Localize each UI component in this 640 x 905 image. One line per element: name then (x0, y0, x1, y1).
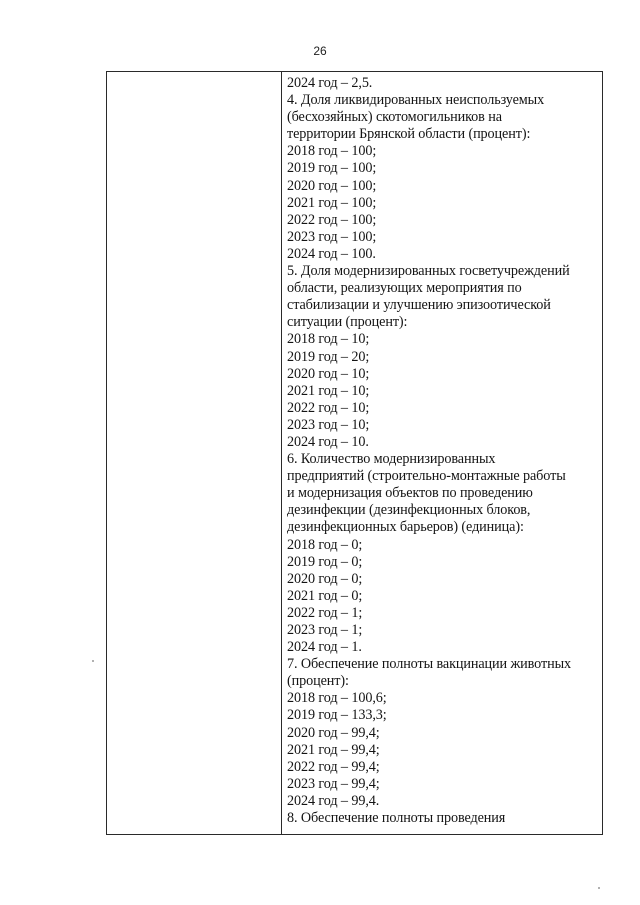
table-text-line: 2020 год – 99,4; (287, 724, 380, 741)
table-text-line: и модернизация объектов по проведению (287, 485, 533, 502)
table-text-line: стабилизации и улучшению эпизоотической (287, 297, 551, 314)
table-text-line: 8. Обеспечение полноты проведения (287, 810, 506, 827)
table-text-line: 2024 год – 100. (287, 245, 376, 262)
table-text-line: 2019 год – 133,3; (287, 707, 387, 724)
table-text-line: 2019 год – 20; (287, 348, 370, 365)
table-text-line: 2020 год – 10; (287, 365, 370, 382)
table-text-line: 2021 год – 100; (287, 194, 377, 211)
table-text-line: 2021 год – 10; (287, 382, 370, 399)
table-text-line: дезинфекционных барьеров) (единица): (287, 519, 524, 536)
table-text-line: 2022 год – 1; (287, 604, 363, 621)
table-text-line: 2023 год – 100; (287, 228, 377, 245)
table-text-line: 2023 год – 1; (287, 622, 363, 638)
table-text-line: 5. Доля модернизированных госветучреждений (287, 263, 570, 280)
table-text-line: ситуации (процент): (287, 314, 408, 331)
table-text-line: (процент): (287, 673, 349, 690)
table-text-line: 2022 год – 10; (287, 399, 370, 416)
table-text-line: 2021 год – 99,4; (287, 741, 380, 758)
table-text-line: 2018 год – 100; (287, 143, 377, 160)
table-text-line: 2023 год – 99,4; (287, 775, 380, 792)
table-text-line: территории Брянской области (процент): (287, 126, 531, 143)
table-right-cell (287, 75, 600, 834)
indicator-table (106, 71, 603, 835)
scan-speck (598, 887, 600, 889)
table-text-line: 2018 год – 10; (287, 331, 370, 348)
table-text-line: 2024 год – 2,5. (287, 75, 373, 91)
table-text-line: области, реализующих мероприятия по (287, 280, 522, 297)
column-divider (281, 72, 282, 834)
table-text-line: предприятий (строительно-монтажные работы (287, 468, 566, 485)
table-text-line: 2023 год – 10; (287, 416, 370, 433)
table-text-line: 2021 год – 0; (287, 587, 363, 604)
table-text-line: 2022 год – 99,4; (287, 758, 380, 775)
page-number: 26 (313, 44, 327, 58)
table-left-cell (107, 72, 281, 834)
scan-speck (92, 660, 94, 662)
table-text-line: 7. Обеспечение полноты вакцинации животных (287, 656, 571, 673)
table-text-line: 2024 год – 99,4. (287, 792, 380, 809)
table-text-line: 6. Количество модернизированных (287, 451, 496, 468)
table-text-line: (бесхозяйных) скотомогильников на (287, 109, 502, 126)
table-text-line: 2020 год – 100; (287, 177, 377, 194)
table-text-line: 2019 год – 0; (287, 553, 363, 570)
table-text-line: 2022 год – 100; (287, 211, 377, 228)
table-text-line: 2020 год – 0; (287, 570, 363, 587)
table-text-line: 2018 год – 0; (287, 536, 363, 553)
table-text-line: 2024 год – 1. (287, 639, 362, 656)
table-text-line: 2019 год – 100; (287, 160, 377, 177)
table-text-line: 4. Доля ликвидированных неиспользуемых (287, 92, 545, 109)
table-text-line: 2024 год – 10. (287, 433, 369, 450)
table-text-line: 2018 год – 100,6; (287, 690, 387, 707)
table-text-line: дезинфекции (дезинфекционных блоков, (287, 502, 531, 519)
